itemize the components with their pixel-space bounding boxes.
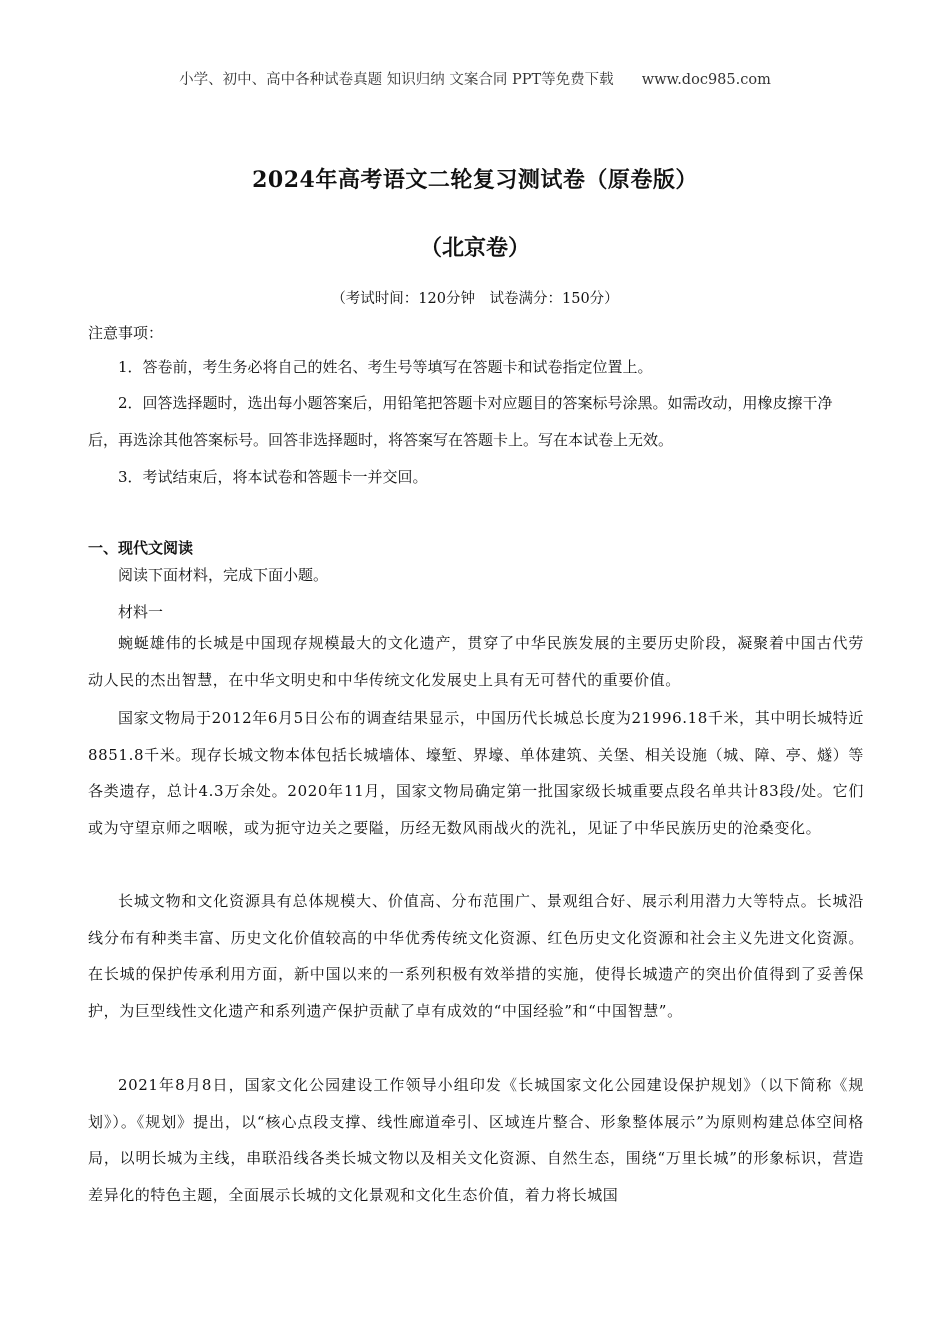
- section-heading: 一、现代文阅读: [88, 539, 194, 557]
- material-label: 材料一: [118, 603, 164, 621]
- paragraph-4: 2021年8月8日，国家文化公园建设工作领导小组印发《长城国家文化公园建设保护规划》（以下简称《规划》）。《规划》提出，以“核心点段支撑、线性廊道牵引、区域连片整合、形象整体展示”为原则构建总体空间格局，以明长城为主线，串联沿线各类长城文物以及相关文化资源、自然生态，围绕“万里长城”的形象标识，营造差异化的特色主题，全面展示长城的文化景观和文化生态价值，着力将长城国: [88, 1076, 864, 1204]
- exam-subtitle: （北京卷）: [419, 235, 530, 261]
- notes-heading: 注意事项：: [88, 324, 164, 342]
- paragraph-3: 长城文物和文化资源具有总体规模大、价值高、分布范围广、景观组合好、展示利用潜力大等特点。长城沿线分布有种类丰富、历史文化价值较高的中华优秀传统文化资源、红色历史文化资源和社会主义先进文化资源。在长城的保护传承利用方面，新中国以来的一系列积极有效举措的实施，使得长城遗产的突出价值得到了妥善保护，为巨型线性文化遗产和系列遗产保护贡献了卓有成效的“中国经验”和“中国智慧”。: [88, 892, 864, 1020]
- paragraph-2: 国家文物局于2012年6月5日公布的调查结果显示，中国历代长城总长度为21996.18千米，其中明长城特近8851.8千米。现存长城文物本体包括长城墙体、壕堑、界壕、单体建筑、关堡、相关设施（城、障、亭、燧）等各类遗存，总计4.3万余处。2020年11月，国家文物局确定第一批国家级长城重要点段名单共计83段/处。它们或为守望京师之咽喉，或为扼守边关之要隘，历经无数风雨战火的洗礼，见证了中华民族历史的沧桑变化。: [88, 709, 864, 837]
- reading-instruction: 阅读下面材料，完成下面小题。: [118, 566, 329, 584]
- exam-info: （考试时间：120分钟 试卷满分：150分）: [331, 291, 619, 307]
- note-item-3: 3．考试结束后，将本试卷和答题卡一并交回。: [118, 468, 428, 486]
- note-item-1: 1．答卷前，考生务必将自己的姓名、考生号等填写在答题卡和试卷指定位置上。: [118, 358, 653, 376]
- header-url[interactable]: www.doc985.com: [641, 72, 771, 88]
- header-text: 小学、初中、高中各种试卷真题 知识归纳 文案合同 PPT等免费下载: [179, 72, 614, 88]
- note-item-2: 2．回答选择题时，选出每小题答案后，用铅笔把答题卡对应题目的答案标号涂黑。如需改动，用橡皮擦干净后，再选涂其他答案标号。回答非选择题时，将答案写在答题卡上。写在本试卷上无效。: [88, 394, 833, 449]
- paragraph-1: 蜿蜒雄伟的长城是中国现存规模最大的文化遗产，贯穿了中华民族发展的主要历史阶段，凝聚着中国古代劳动人民的杰出智慧，在中华文明史和中华传统文化发展史上具有无可替代的重要价值。: [88, 634, 864, 689]
- page-header: [0, 68, 950, 89]
- exam-title: 2024年高考语文二轮复习测试卷（原卷版）: [252, 167, 698, 193]
